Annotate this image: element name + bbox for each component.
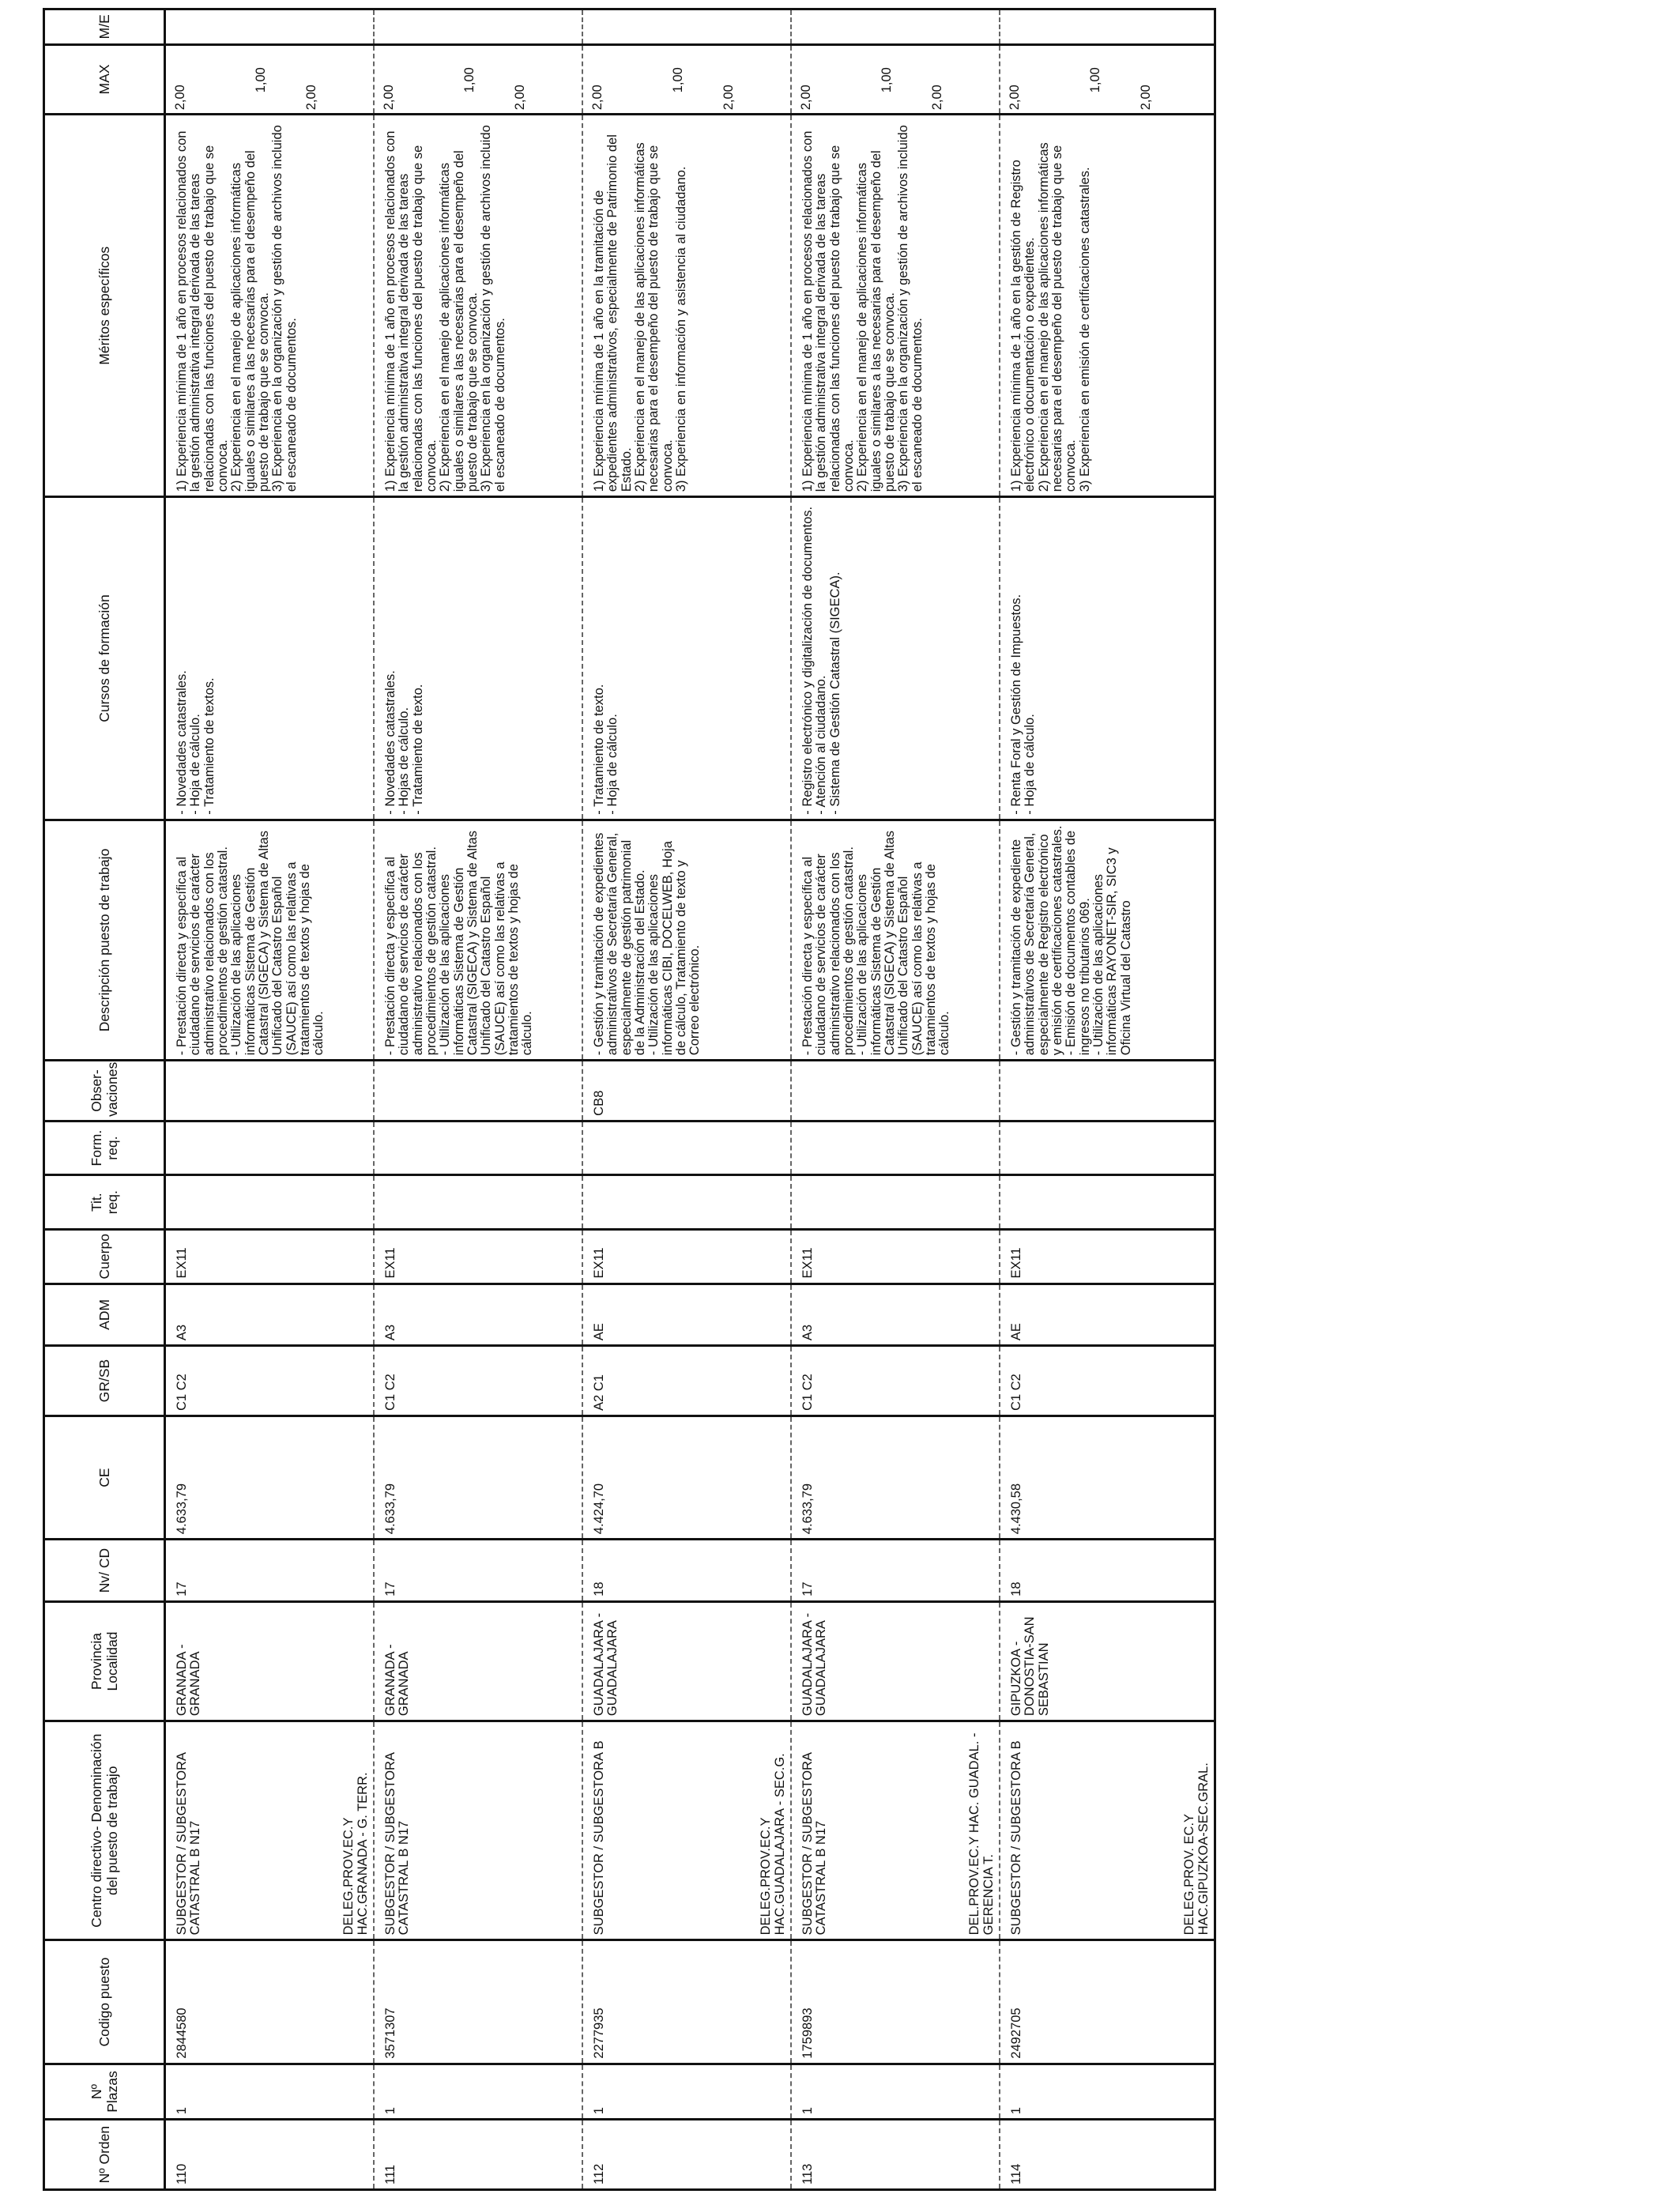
cell-centro	[1000, 1721, 1215, 1940]
cell-grupo: C1 C2	[1000, 1346, 1215, 1416]
cell-provincia: GIPUZKOA - DONOSTIA-SAN SEBASTIAN	[1000, 1601, 1215, 1721]
cell-me	[791, 9, 1000, 45]
cell-formacion	[791, 1121, 1000, 1175]
cell-orden: 110	[165, 2120, 375, 2190]
header-ce: CE	[44, 1416, 165, 1539]
max-score: 1,00	[671, 67, 685, 93]
cell-titulacion	[1000, 1175, 1215, 1230]
cell-cuerpo: EX11	[374, 1229, 582, 1284]
cell-observaciones	[374, 1061, 582, 1122]
header-codigo: Codigo puesto	[44, 1940, 165, 2064]
cell-descripcion: - Prestación directa y específica al ciudadano de servicios de carácter administrativo relacionados con los procedimientos de gestión catastral. - Utilización de las aplicaciones informáticas Sistema de Gestión Catastral (SIGECA) y Sistema de Altas Unificado del Catastro Español (SAUCE) así como las relativas a tratamientos de textos y hojas de cálculo.	[374, 820, 582, 1061]
cell-cursos: - Renta Foral y Gestión de Impuestos. - Hoja de cálculo.	[1000, 497, 1215, 820]
cell-provincia: GRANADA - GRANADA	[165, 1601, 375, 1721]
cell-cursos: - Tratamiento de texto. - Hoja de cálculo.	[582, 497, 791, 820]
cell-descripcion: - Gestión y tramitación de expedientes administrativos de Secretaría General, especialmente de gestión patrimonial de la Administración del Estado. - Utilización de las aplicaciones informáticas CIBI, DOCELWEB, Hoja de cálculo, Tratamiento de texto y Correo electrónico.	[582, 820, 791, 1061]
cell-grupo: C1 C2	[374, 1346, 582, 1416]
cell-nivel: 17	[791, 1540, 1000, 1602]
cell-nivel: 18	[582, 1540, 791, 1602]
table-row	[791, 9, 1000, 2190]
cell-ce: 4.633,79	[791, 1416, 1000, 1539]
header-cursos: Cursos de formación	[44, 497, 165, 820]
max-score: 2,00	[382, 85, 396, 111]
header-descripcion: Descripción puesto de trabajo	[44, 820, 165, 1061]
max-score: 2,00	[173, 85, 187, 111]
header-adm: ADM	[44, 1284, 165, 1346]
centro-directivo: DEL.PROV.EC.Y HAC. GUADAL. - GERENCIA T.	[967, 1732, 996, 1936]
header-nivel: Nv/ CD	[44, 1540, 165, 1602]
cell-ce: 4.430,58	[1000, 1416, 1215, 1539]
cell-descripcion: - Prestación directa y específica al ciudadano de servicios de carácter administrativo relacionados con los procedimientos de gestión catastral. - Utilización de las aplicaciones informáticas Sistema de Gestión Catastral (SIGECA) y Sistema de Altas Unificado del Catastro Español (SAUCE) así como las relativas a tratamientos de textos y hojas de cálculo.	[791, 820, 1000, 1061]
cell-ce: 4.633,79	[374, 1416, 582, 1539]
max-score: 1,00	[880, 67, 894, 93]
cell-adm: A3	[791, 1284, 1000, 1346]
cell-provincia: GUADALAJARA - GUADALAJARA	[791, 1601, 1000, 1721]
cell-codigo: 2492705	[1000, 1940, 1215, 2064]
cell-titulacion	[374, 1175, 582, 1230]
cell-observaciones	[791, 1061, 1000, 1122]
cell-cuerpo: EX11	[165, 1229, 375, 1284]
header-formacion: Form. req.	[44, 1121, 165, 1175]
header-provincia: Provincia Localidad	[44, 1601, 165, 1721]
max-score: 2,00	[304, 85, 318, 111]
cell-titulacion	[165, 1175, 375, 1230]
cell-orden: 111	[374, 2120, 582, 2190]
max-score: 1,00	[254, 67, 268, 93]
cell-titulacion	[582, 1175, 791, 1230]
cell-meritos: 1) Experiencia mínima de 1 año en procesos relacionados con la gestión administrativa integral derivada de las tareas relacionadas con las funciones del puesto de trabajo que se convoca. 2) Experiencia en el manejo de aplicaciones informáticas iguales o similares a las necesarias para el desempeño del puesto de trabajo que se convoca. 3) Experiencia en la organización y gestión de archivos incluido el escaneado de documentos.	[374, 115, 582, 497]
cell-cursos: - Novedades catastrales. - Hoja de cálculo. - Tratamiento de textos.	[165, 497, 375, 820]
centro-stack	[1010, 1726, 1211, 1935]
cell-ce: 4.424,70	[582, 1416, 791, 1539]
cell-cursos: - Registro electrónico y digitalización de documentos. - Atención al ciudadano. - Sistema de Gestión Catastral (SIGECA).	[791, 497, 1000, 820]
cell-provincia: GUADALAJARA - GUADALAJARA	[582, 1601, 791, 1721]
table-row	[165, 9, 375, 2190]
cell-centro	[165, 1721, 375, 1940]
cell-adm: AE	[1000, 1284, 1215, 1346]
cell-centro	[374, 1721, 582, 1940]
table-row	[1000, 9, 1215, 2190]
header-plazas: Nº Plazas	[44, 2064, 165, 2120]
header-cuerpo: Cuerpo	[44, 1229, 165, 1284]
cell-cuerpo: EX11	[791, 1229, 1000, 1284]
header-orden: Nº Orden	[44, 2120, 165, 2190]
cell-max	[791, 44, 1000, 115]
cell-codigo: 2844580	[165, 1940, 375, 2064]
header-centro: Centro directivo- Denominación del puesto de trabajo	[44, 1721, 165, 1940]
centro-stack	[384, 1726, 578, 1935]
table-row	[582, 9, 791, 2190]
cell-adm: A3	[165, 1284, 375, 1346]
cell-observaciones: CB8	[582, 1061, 791, 1122]
table-row	[374, 9, 582, 2190]
max-score: 2,00	[1139, 85, 1153, 111]
cell-plazas: 1	[582, 2064, 791, 2120]
centro-directivo: DELEG.PROV.EC.Y HAC.GUADALAJARA - SEC.G.	[759, 1753, 787, 1936]
puesto-denominacion: SUBGESTOR / SUBGESTORA CATASTRAL B N17	[383, 1752, 412, 1936]
cell-me	[582, 9, 791, 45]
centro-stack	[801, 1726, 996, 1935]
max-score: 2,00	[1008, 85, 1022, 111]
cell-codigo: 2277935	[582, 1940, 791, 2064]
header-observaciones: Obser- vaciones	[44, 1061, 165, 1122]
cell-meritos: 1) Experiencia mínima de 1 año en procesos relacionados con la gestión administrativa integral derivada de las tareas relacionadas con las funciones del puesto de trabajo que se convoca. 2) Experiencia en el manejo de aplicaciones informáticas iguales o similares a las necesarias para el desempeño del puesto de trabajo que se convoca. 3) Experiencia en la organización y gestión de archivos incluido el escaneado de documentos.	[791, 115, 1000, 497]
puesto-denominacion: SUBGESTOR / SUBGESTORA B	[592, 1740, 606, 1936]
cell-max	[374, 44, 582, 115]
cell-max	[582, 44, 791, 115]
cell-cuerpo: EX11	[582, 1229, 791, 1284]
cell-meritos: 1) Experiencia mínima de 1 año en la tramitación de expedientes administrativos, especialmente de Patrimonio del Estado. 2) Experiencia en el manejo de las aplicaciones informáticas necesarias para el desempeño del puesto de trabajo que se convoca. 3) Experiencia en información y asistencia al ciudadano.	[582, 115, 791, 497]
cell-observaciones	[1000, 1061, 1215, 1122]
cell-centro	[582, 1721, 791, 1940]
cell-grupo: A2 C1	[582, 1346, 791, 1416]
cell-formacion	[582, 1121, 791, 1175]
cell-provincia: GRANADA - GRANADA	[374, 1601, 582, 1721]
cell-cursos: - Novedades catastrales. - Hojas de cálculo. - Tratamiento de texto.	[374, 497, 582, 820]
centro-directivo: DELEG.PROV.EC.Y HAC.GRANADA - G. TERR.	[341, 1772, 370, 1936]
cell-formacion	[374, 1121, 582, 1175]
cell-plazas: 1	[165, 2064, 375, 2120]
cell-nivel: 17	[165, 1540, 375, 1602]
cell-nivel: 17	[374, 1540, 582, 1602]
cell-plazas: 1	[374, 2064, 582, 2120]
cell-cuerpo: EX11	[1000, 1229, 1215, 1284]
cell-max	[1000, 44, 1215, 115]
max-score: 2,00	[590, 85, 605, 111]
max-score: 1,00	[462, 67, 477, 93]
header-meritos: Méritos específicos	[44, 115, 165, 497]
cell-descripcion: - Gestión y tramitación de expediente administrativos de Secretaría General, especialmente de Registro electrónico y emisión de certificaciones catastrales. - Emisión de documentos contables de ingresos no tributarios 069. - Utilización de las aplicaciones informáticas RAYONET-SIR, SIC3 y Oficina Virtual del Catastro	[1000, 820, 1215, 1061]
cell-adm: AE	[582, 1284, 791, 1346]
cell-ce: 4.633,79	[165, 1416, 375, 1539]
max-score: 2,00	[799, 85, 813, 111]
cell-grupo: C1 C2	[165, 1346, 375, 1416]
cell-plazas: 1	[1000, 2064, 1215, 2120]
cell-descripcion: - Prestación directa y específica al ciudadano de servicios de carácter administrativo relacionados con los procedimientos de gestión catastral. - Utilización de las aplicaciones informáticas Sistema de Gestión Catastral (SIGECA) y Sistema de Altas Unificado del Catastro Español (SAUCE) así como las relativas a tratamientos de textos y hojas de cálculo.	[165, 820, 375, 1061]
cell-me	[374, 9, 582, 45]
puesto-denominacion: SUBGESTOR / SUBGESTORA CATASTRAL B N17	[800, 1752, 829, 1936]
cell-adm: A3	[374, 1284, 582, 1346]
cell-grupo: C1 C2	[791, 1346, 1000, 1416]
header-row	[44, 9, 165, 2190]
centro-stack	[593, 1726, 787, 1935]
max-score: 2,00	[721, 85, 736, 111]
cell-me	[1000, 9, 1215, 45]
cell-me	[165, 9, 375, 45]
header-grupo: GR/SB	[44, 1346, 165, 1416]
header-me: M/E	[44, 9, 165, 45]
max-score: 1,00	[1088, 67, 1102, 93]
max-score: 2,00	[513, 85, 527, 111]
header-max: MAX	[44, 44, 165, 115]
cell-formacion	[1000, 1121, 1215, 1175]
cell-orden: 112	[582, 2120, 791, 2190]
header-titulacion: Tit. req.	[44, 1175, 165, 1230]
cell-meritos: 1) Experiencia mínima de 1 año en procesos relacionados con la gestión administrativa integral derivada de las tareas relacionadas con las funciones del puesto de trabajo que se convoca. 2) Experiencia en el manejo de aplicaciones informáticas iguales o similares a las necesarias para el desempeño del puesto de trabajo que se convoca. 3) Experiencia en la organización y gestión de archivos incluido el escaneado de documentos.	[165, 115, 375, 497]
positions-table	[43, 8, 1216, 2191]
cell-meritos: 1) Experiencia mínima de 1 año en la gestión de Registro electrónico o documentación o expedientes. 2) Experiencia en el manejo de las aplicaciones informáticas necesarias para el desempeño del puesto de trabajo que se convoca. 3) Experiencia en emisión de certificaciones catastrales.	[1000, 115, 1215, 497]
cell-orden: 113	[791, 2120, 1000, 2190]
cell-plazas: 1	[791, 2064, 1000, 2120]
cell-codigo: 3571307	[374, 1940, 582, 2064]
cell-nivel: 18	[1000, 1540, 1215, 1602]
table-body	[165, 9, 1215, 2190]
max-score: 2,00	[930, 85, 944, 111]
cell-observaciones	[165, 1061, 375, 1122]
puesto-denominacion: SUBGESTOR / SUBGESTORA B	[1009, 1740, 1023, 1936]
cell-orden: 114	[1000, 2120, 1215, 2190]
centro-directivo: DELEG.PROV. EC.Y HAC.GIPUZKOA-SEC.GRAL.	[1182, 1762, 1211, 1936]
cell-titulacion	[791, 1175, 1000, 1230]
cell-max	[165, 44, 375, 115]
cell-formacion	[165, 1121, 375, 1175]
cell-centro	[791, 1721, 1000, 1940]
puesto-denominacion: SUBGESTOR / SUBGESTORA CATASTRAL B N17	[175, 1752, 203, 1936]
centro-stack	[175, 1726, 370, 1935]
cell-codigo: 1759893	[791, 1940, 1000, 2064]
